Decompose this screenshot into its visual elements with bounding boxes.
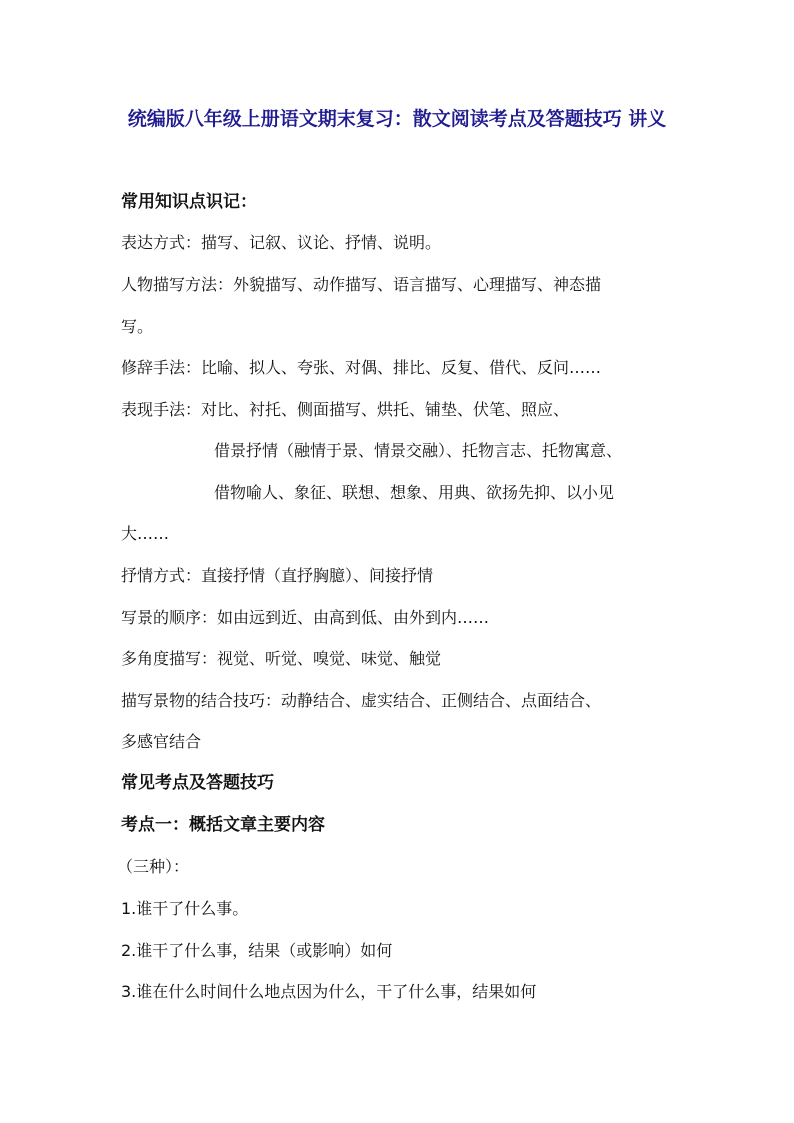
text-line: 写。	[121, 317, 154, 336]
exam-point-heading: 考点一：概括文章主要内容	[121, 815, 325, 835]
note-line: （三种）：	[117, 857, 190, 876]
text-line: 描写景物的结合技巧：动静结合、虚实结合、正侧结合、点面结合、	[121, 691, 602, 710]
document-title: 统编版八年级上册语文期末复习：散文阅读考点及答题技巧 讲义	[127, 108, 667, 130]
section-heading-knowledge: 常用知识点识记：	[121, 192, 257, 212]
text-line: 表现手法：对比、衬托、侧面描写、烘托、铺垫、伏笔、照应、	[121, 400, 570, 419]
text-line: 修辞手法：比喻、拟人、夸张、对偶、排比、反复、借代、反问……	[121, 358, 602, 377]
section-heading-exam-points: 常见考点及答题技巧	[121, 773, 274, 793]
list-item: 3.谁在什么时间什么地点因为什么，干了什么事，结果如何	[121, 982, 537, 1001]
text-line: 抒情方式：直接抒情（直抒胸臆）、间接抒情	[121, 566, 434, 585]
text-line-indented: 借景抒情（融情于景、情景交融）、托物言志、托物寓意、	[214, 441, 623, 460]
text-line: 表达方式：描写、记叙、议论、抒情、说明。	[121, 233, 442, 252]
text-line: 写景的顺序：如由远到近、由高到低、由外到内……	[121, 608, 490, 627]
list-item: 1.谁干了什么事。	[121, 899, 249, 918]
list-item: 2.谁干了什么事，结果（或影响）如何	[121, 941, 393, 960]
text-line: 多角度描写：视觉、听觉、嗅觉、味觉、触觉	[121, 649, 442, 668]
text-line: 人物描写方法：外貌描写、动作描写、语言描写、心理描写、神态描	[121, 275, 602, 294]
text-line-indented: 借物喻人、象征、联想、想象、用典、欲扬先抑、以小见	[214, 483, 615, 502]
text-line: 多感官结合	[121, 732, 202, 751]
text-line: 大……	[121, 524, 170, 543]
